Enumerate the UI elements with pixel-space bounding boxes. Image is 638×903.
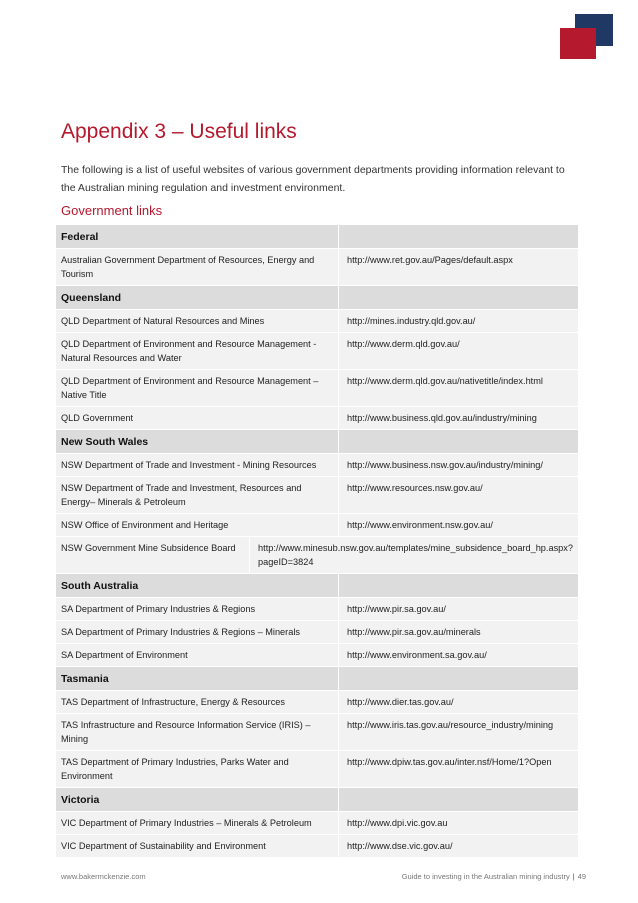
department-url-link[interactable]: http://www.derm.qld.gov.au/ bbox=[338, 333, 578, 369]
section-header-spacer bbox=[338, 286, 578, 309]
department-name: VIC Department of Sustainability and Environment bbox=[61, 841, 266, 851]
table-row bbox=[56, 310, 578, 332]
logo-red-square bbox=[560, 28, 596, 59]
section-header-spacer bbox=[338, 574, 578, 597]
table-row bbox=[56, 537, 578, 573]
department-name: QLD Government bbox=[61, 413, 133, 423]
section-header-label: New South Wales bbox=[61, 435, 149, 448]
department-name: Australian Government Department of Resources, Energy and Tourism bbox=[61, 255, 315, 279]
department-url-link[interactable]: http://www.environment.sa.gov.au/ bbox=[338, 644, 578, 666]
department-url-link[interactable]: http://www.environment.nsw.gov.au/ bbox=[338, 514, 578, 536]
department-url-link[interactable]: http://www.dse.vic.gov.au/ bbox=[338, 835, 578, 857]
table-row bbox=[56, 644, 578, 666]
department-url-link[interactable]: http://www.dpiw.tas.gov.au/inter.nsf/Home/1?Open bbox=[338, 751, 578, 787]
section-header-label: Queensland bbox=[61, 291, 122, 304]
section-header bbox=[56, 225, 578, 248]
department-url-link[interactable]: http://www.pir.sa.gov.au/minerals bbox=[338, 621, 578, 643]
department-url-link[interactable]: http://www.iris.tas.gov.au/resource_industry/mining bbox=[338, 714, 578, 750]
table-row bbox=[56, 477, 578, 513]
footer-guide-info bbox=[402, 872, 586, 881]
table-row bbox=[56, 514, 578, 536]
table-row bbox=[56, 691, 578, 713]
section-header bbox=[56, 430, 578, 453]
section-header-label: Federal bbox=[61, 230, 99, 243]
department-name: SA Department of Primary Industries & Regions – Minerals bbox=[61, 627, 300, 637]
table-row bbox=[56, 333, 578, 369]
department-url-link[interactable]: http://www.dier.tas.gov.au/ bbox=[338, 691, 578, 713]
section-header-spacer bbox=[338, 667, 578, 690]
department-url-link[interactable]: http://mines.industry.qld.gov.au/ bbox=[338, 310, 578, 332]
department-url-link[interactable]: http://www.ret.gov.au/Pages/default.aspx bbox=[338, 249, 578, 285]
section-header bbox=[56, 574, 578, 597]
section-header-spacer bbox=[338, 430, 578, 453]
department-name: QLD Department of Natural Resources and Mines bbox=[61, 316, 265, 326]
section-header-label: Victoria bbox=[61, 793, 100, 806]
section-header-label: South Australia bbox=[61, 579, 139, 592]
department-name: VIC Department of Primary Industries – Minerals & Petroleum bbox=[61, 818, 312, 828]
department-url-link[interactable]: http://www.minesub.nsw.gov.au/templates/mine_subsidence_board_hp.aspx?pageID=3824 bbox=[249, 537, 578, 573]
department-url-link[interactable]: http://www.business.nsw.gov.au/industry/mining/ bbox=[338, 454, 578, 476]
department-name: NSW Government Mine Subsidence Board bbox=[61, 543, 236, 553]
department-name: TAS Infrastructure and Resource Information Service (IRIS) – Mining bbox=[61, 720, 311, 744]
department-url-link[interactable]: http://www.pir.sa.gov.au/ bbox=[338, 598, 578, 620]
section-header bbox=[56, 286, 578, 309]
section-subheading: Government links bbox=[61, 203, 163, 218]
links-table bbox=[56, 224, 578, 857]
section-header-spacer bbox=[338, 225, 578, 248]
department-name: NSW Department of Trade and Investment - Mining Resources bbox=[61, 460, 317, 470]
intro-paragraph: The following is a list of useful websites of various government departments providing information relevant to the Australian mining regulation and investment environment. bbox=[61, 164, 565, 194]
section-header bbox=[56, 788, 578, 811]
table-row bbox=[56, 835, 578, 857]
department-name: NSW Department of Trade and Investment, Resources and Energy– Minerals & Petroleum bbox=[61, 483, 302, 507]
department-url-link[interactable]: http://www.business.qld.gov.au/industry/mining bbox=[338, 407, 578, 429]
section-header bbox=[56, 667, 578, 690]
table-row bbox=[56, 407, 578, 429]
department-name: TAS Department of Infrastructure, Energy & Resources bbox=[61, 697, 285, 707]
table-row bbox=[56, 598, 578, 620]
page-number: 49 bbox=[577, 872, 586, 881]
table-row bbox=[56, 812, 578, 834]
department-url-link[interactable]: http://www.dpi.vic.gov.au bbox=[338, 812, 578, 834]
footer-separator: | bbox=[572, 872, 575, 881]
department-name: SA Department of Primary Industries & Regions bbox=[61, 604, 256, 614]
table-row bbox=[56, 249, 578, 285]
department-name: SA Department of Environment bbox=[61, 650, 188, 660]
department-name: TAS Department of Primary Industries, Parks Water and Environment bbox=[61, 757, 289, 781]
page-title: Appendix 3 – Useful links bbox=[61, 120, 297, 143]
department-url-link[interactable]: http://www.resources.nsw.gov.au/ bbox=[338, 477, 578, 513]
section-header-spacer bbox=[338, 788, 578, 811]
footer-guide-title: Guide to investing in the Australian mining industry bbox=[401, 872, 570, 881]
table-row bbox=[56, 751, 578, 787]
department-name: NSW Office of Environment and Heritage bbox=[61, 520, 229, 530]
department-name: QLD Department of Environment and Resource Management - Natural Resources and Water bbox=[61, 339, 317, 363]
footer-website: www.bakermckenzie.com bbox=[61, 872, 146, 881]
table-row bbox=[56, 370, 578, 406]
table-row bbox=[56, 714, 578, 750]
table-row bbox=[56, 454, 578, 476]
section-header-label: Tasmania bbox=[61, 672, 109, 685]
table-row bbox=[56, 621, 578, 643]
department-url-link[interactable]: http://www.derm.qld.gov.au/nativetitle/index.html bbox=[338, 370, 578, 406]
department-name: QLD Department of Environment and Resource Management – Native Title bbox=[61, 376, 319, 400]
